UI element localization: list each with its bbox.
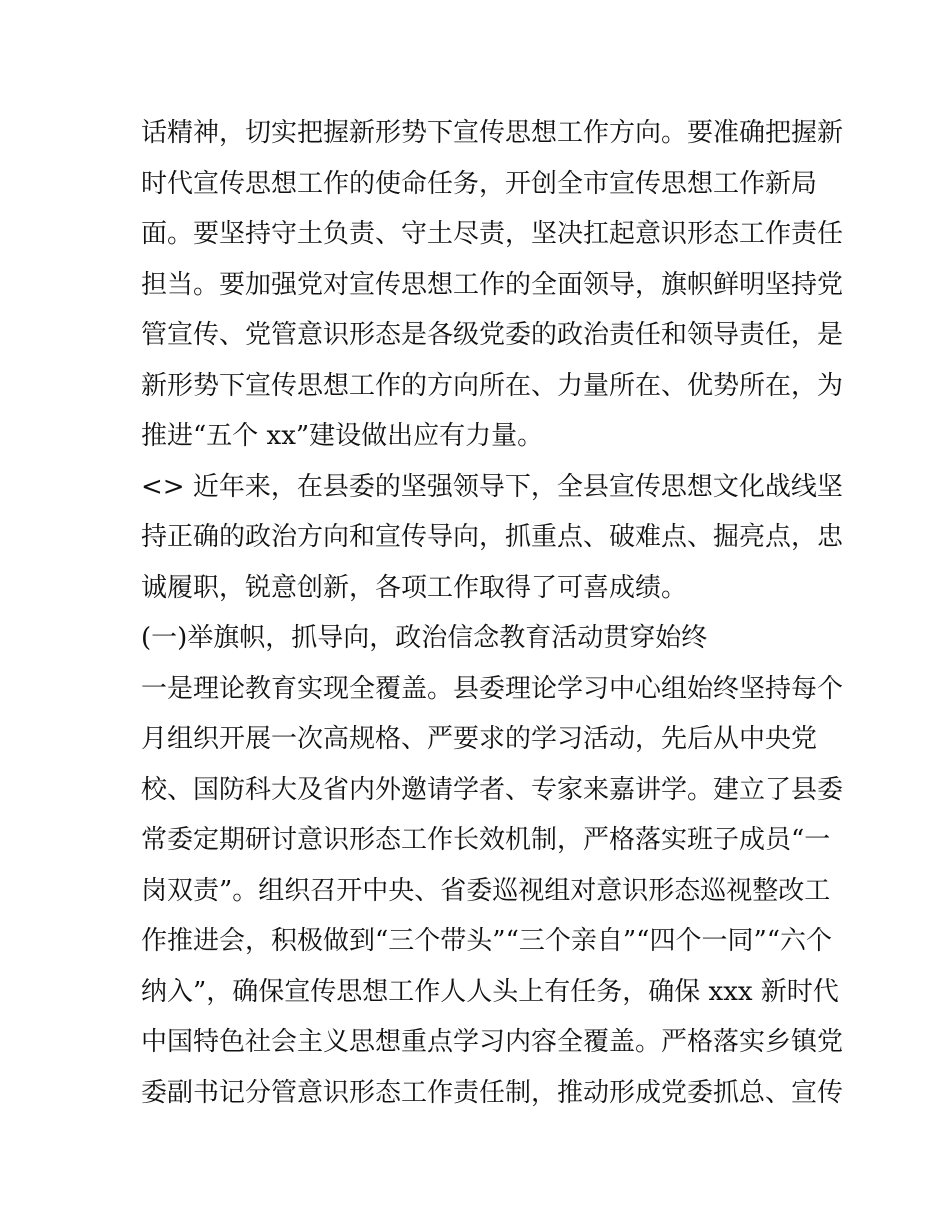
text-line: 推进“五个 xx”建设做出应有力量。 xyxy=(141,421,544,451)
text-line: 月组织开展一次高规格、严要求的学习活动，先后从中央党 xyxy=(141,724,818,754)
text-line: 新形势下宣传思想工作的方向所在、力量所在、优势所在，为 xyxy=(141,370,844,401)
text-line: 诚履职，锐意创新，各项工作取得了可喜成绩。 xyxy=(141,572,688,603)
text-line: 面。要坚持守土负责、守土尽责，坚决扛起意识形态工作责任 xyxy=(141,219,844,249)
document-body xyxy=(141,108,844,1118)
text-line: 一是理论教育实现全覆盖。县委理论学习中心组始终坚持每个 xyxy=(141,673,844,704)
text-line: 持正确的政治方向和宣传导向，抓重点、破难点、掘亮点，忠 xyxy=(141,522,844,552)
text-line: 话精神，切实把握新形势下宣传思想工作方向。要准确把握新 xyxy=(141,118,844,148)
text-line: 时代宣传思想工作的使命任务，开创全市宣传思想工作新局 xyxy=(141,168,818,199)
text-line: 常委定期研讨意识形态工作长效机制，严格落实班子成员“一 xyxy=(141,825,831,855)
text-line: 校、国防科大及省内外邀请学者、专家来嘉讲学。建立了县委 xyxy=(141,774,844,805)
text-line: 担当。要加强党对宣传思想工作的全面领导，旗帜鲜明坚持党 xyxy=(141,269,844,300)
text-line: 纳入”，确保宣传思想工作人人头上有任务，确保 xxx 新时代 xyxy=(141,976,839,1007)
text-line: 作推进会，积极做到“三个带头”“三个亲自”“四个一同”“六个 xyxy=(141,926,833,956)
text-line: 委副书记分管意识形态工作责任制，推动形成党委抓总、宣传 xyxy=(141,1077,844,1108)
text-line: <> 近年来，在县委的坚强领导下，全县宣传思想文化战线坚 xyxy=(141,471,843,502)
section-heading: (一)举旗帜，抓导向，政治信念教育活动贯穿始终 xyxy=(141,623,708,653)
text-line: 管宣传、党管意识形态是各级党委的政治责任和领导责任，是 xyxy=(141,320,844,350)
text-line: 岗双责”。组织召开中央、省委巡视组对意识形态巡视整改工 xyxy=(141,875,831,906)
text-line: 中国特色社会主义思想重点学习内容全覆盖。严格落实乡镇党 xyxy=(141,1027,844,1057)
